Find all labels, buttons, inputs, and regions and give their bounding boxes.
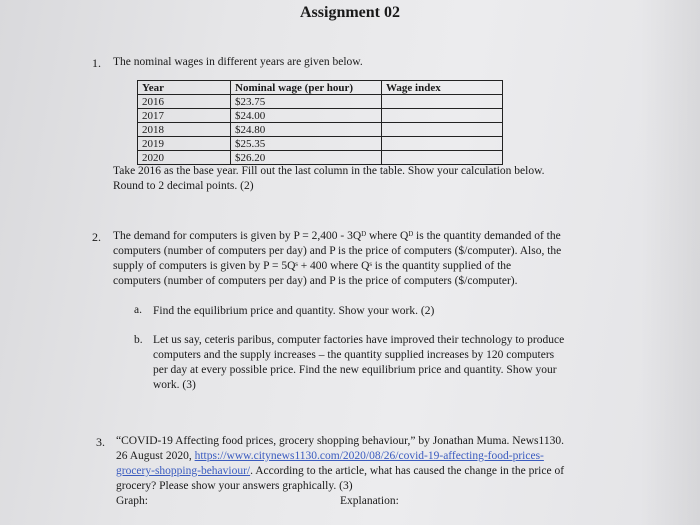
page-title: Assignment 02 <box>299 4 400 21</box>
page-shadow <box>640 0 700 525</box>
wage-index-cell[interactable] <box>382 137 503 151</box>
question-1-intro: The nominal wages in different years are given below. <box>113 56 363 68</box>
question-1-instruction: Take 2016 as the base year. Fill out the last column in the table. Show your calculation below. <box>113 165 545 177</box>
header-wage-index: Wage index <box>382 81 503 95</box>
question-2-number: 2. <box>92 230 101 244</box>
year-cell: 2016 <box>138 95 231 109</box>
table-row <box>138 137 503 151</box>
wage-cell: $26.20 <box>231 151 382 165</box>
wage-cell: $24.00 <box>231 109 382 123</box>
part-b-line: per day at every possible price. Find the new equilibrium price and quantity. Show your <box>153 364 557 376</box>
year-cell: 2020 <box>138 151 231 165</box>
part-b-line: work. (3) <box>153 379 196 391</box>
table-row <box>138 95 503 109</box>
table-row <box>138 151 503 165</box>
wage-cell: $23.75 <box>231 95 382 109</box>
header-nominal-wage: Nominal wage (per hour) <box>231 81 382 95</box>
article-link[interactable]: https://www.citynews1130.com/2020/08/26/covid-19-affecting-food-prices- <box>194 450 544 462</box>
article-link-continued[interactable]: grocery-shopping-behaviour/ <box>116 465 251 477</box>
question-1-rounding: Round to 2 decimal points. (2) <box>113 180 254 192</box>
question-3-number: 3. <box>96 435 105 449</box>
question-1-number: 1. <box>92 56 101 70</box>
question-2-line: supply of computers is given by P = 5Qˢ + 400 where Qˢ is the quantity supplied of the <box>113 260 512 272</box>
question-3-link-line <box>116 464 564 479</box>
wage-cell: $24.80 <box>231 123 382 137</box>
wage-index-cell[interactable] <box>382 109 503 123</box>
wage-cell: $25.35 <box>231 137 382 151</box>
header-year: Year <box>138 81 231 95</box>
part-a-label: a. <box>134 304 142 316</box>
year-cell: 2019 <box>138 137 231 151</box>
question-3-prompt: . According to the article, what has caused the change in the price of <box>250 465 565 477</box>
table-row <box>138 123 503 137</box>
graph-label: Graph: <box>116 495 148 507</box>
wage-index-cell[interactable] <box>382 123 503 137</box>
year-cell: 2018 <box>138 123 231 137</box>
wage-index-cell[interactable] <box>382 95 503 109</box>
question-2-line: computers (number of computers per day) and P is the price of computers ($/computer). <box>113 275 518 287</box>
wage-index-cell[interactable] <box>382 151 503 165</box>
wage-table <box>137 80 503 165</box>
part-b-label: b. <box>134 334 143 346</box>
part-b-line: computers and the supply increases – the quantity supplied increases by 120 computers <box>153 349 555 361</box>
year-cell: 2017 <box>138 109 231 123</box>
question-2-line: The demand for computers is given by P = 2,400 - 3Qᴰ where Qᴰ is the quantity demanded of the <box>113 230 561 242</box>
part-b-line: Let us say, ceteris paribus, computer factories have improved their technology to produce <box>153 334 565 346</box>
wage-table-header <box>138 81 503 95</box>
explanation-label: Explanation: <box>340 495 399 507</box>
question-3-date-line <box>116 449 544 464</box>
table-row <box>138 109 503 123</box>
question-3-citation: “COVID-19 Affecting food prices, grocery shopping behaviour,” by Jonathan Muma. News1130. <box>116 435 564 447</box>
question-3-prompt-line: grocery? Please show your answers graphically. (3) <box>116 480 353 492</box>
part-a-text: Find the equilibrium price and quantity. Show your work. (2) <box>153 305 435 317</box>
citation-date: 26 August 2020, <box>116 450 192 462</box>
question-2-line: computers (number of computers per day) and P is the price of computers ($/computer). Also, the <box>113 245 562 257</box>
